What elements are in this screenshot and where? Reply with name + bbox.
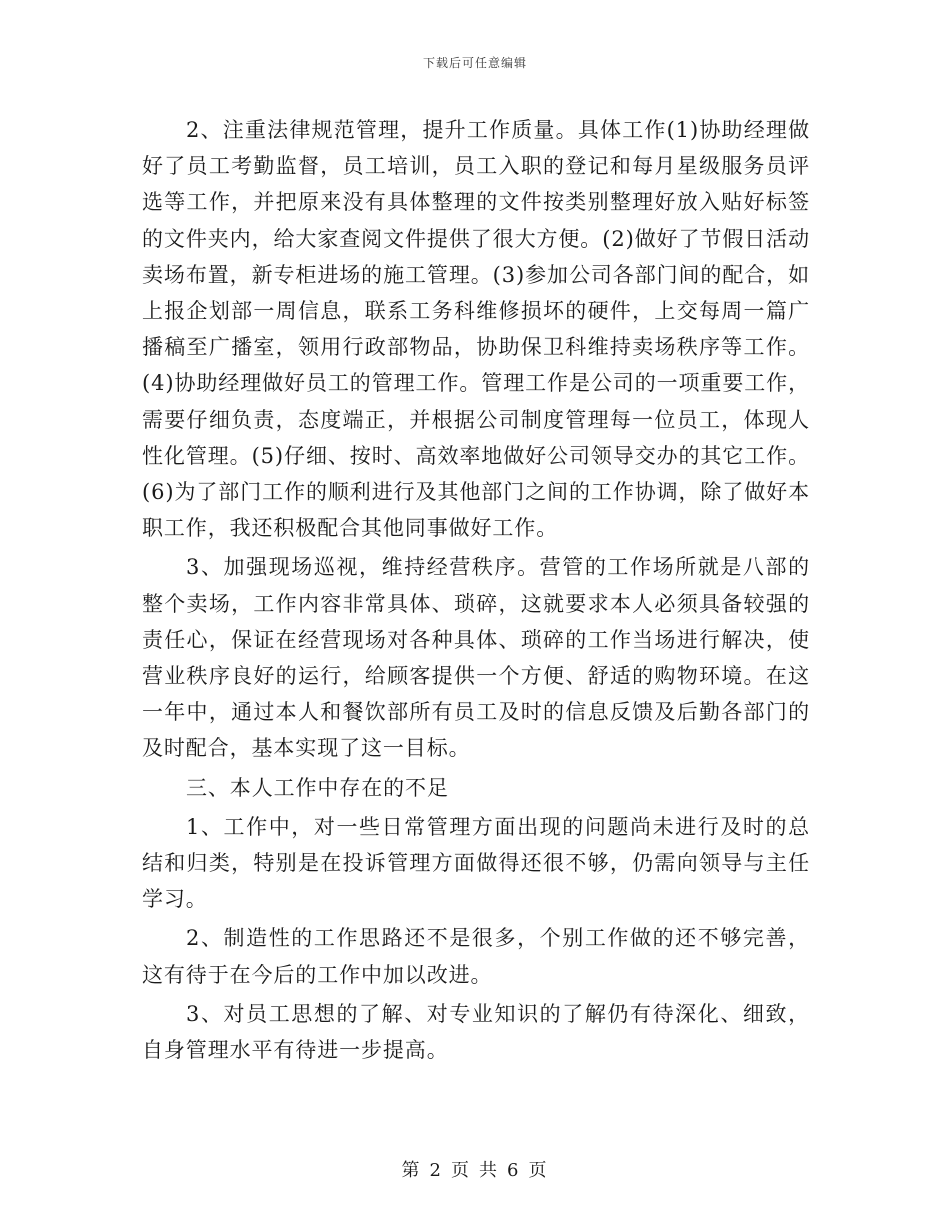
page-header-note: 下载后可任意编辑	[422, 56, 527, 70]
footer-page-word: 页	[451, 1160, 471, 1181]
footer-total-pages: 6	[507, 1160, 521, 1181]
document-body	[142, 112, 810, 1071]
footer-suffix: 页	[528, 1160, 549, 1181]
footer-prefix: 第	[401, 1160, 422, 1181]
paragraph-shortcoming-1: 1、工作中，对一些日常管理方面出现的问题尚未进行及时的总结和归类，特别是在投诉管理方面做得还很不够，仍需向领导与主任学习。	[142, 814, 810, 912]
paragraph-site-inspection: 3、加强现场巡视，维持经营秩序。营管的工作场所就是八部的整个卖场，工作内容非常具体、琐碎，这就要求本人必须具备较强的责任心，保证在经营现场对各种具体、琐碎的工作当场进行解决，使营业秩序良好的运行，给顾客提供一个方便、舒适的购物环境。在这一年中，通过本人和餐饮部所有员工及时的信息反馈及后勤各部门的及时配合，基本实现了这一目标。	[142, 555, 810, 761]
paragraph-shortcoming-3: 3、对员工思想的了解、对专业知识的了解仍有待深化、细致，自身管理水平有待进一步提高。	[142, 1001, 810, 1063]
section-heading-shortcomings: 三、本人工作中存在的不足	[186, 775, 449, 800]
footer-current-page: 2	[429, 1160, 443, 1181]
paragraph-shortcoming-2: 2、制造性的工作思路还不是很多，个别工作做的还不够完善，这有待于在今后的工作中加以改进。	[142, 926, 810, 987]
footer-total-prefix: 共	[479, 1160, 499, 1181]
page-footer	[0, 1156, 950, 1182]
paragraph-legal-management: 2、注重法律规范管理，提升工作质量。具体工作(1)协助经理做好了员工考勤监督，员工培训，员工入职的登记和每月星级服务员评选等工作，并把原来没有具体整理的文件按类别整理好放入贴好标签的文件夹内，给大家查阅文件提供了很大方便。(2)做好了节假日活动卖场布置，新专柜进场的施工管理。(3)参加公司各部门间的配合，如上报企划部一周信息，联系工务科维修损坏的硬件，上交每周一篇广播稿至广播室，领用行政部物品，协助保卫科维持卖场秩序等工作。(4)协助经理做好员工的管理工作。管理工作是公司的一项重要工作，需要仔细负责，态度端正，并根据公司制度管理每一位员工，体现人性化管理。(5)仔细、按时、高效率地做好公司领导交办的其它工作。(6)为了部门工作的顺利进行及其他部门之间的工作协调，除了做好本职工作，我还积极配合其他同事做好工作。	[142, 118, 810, 541]
